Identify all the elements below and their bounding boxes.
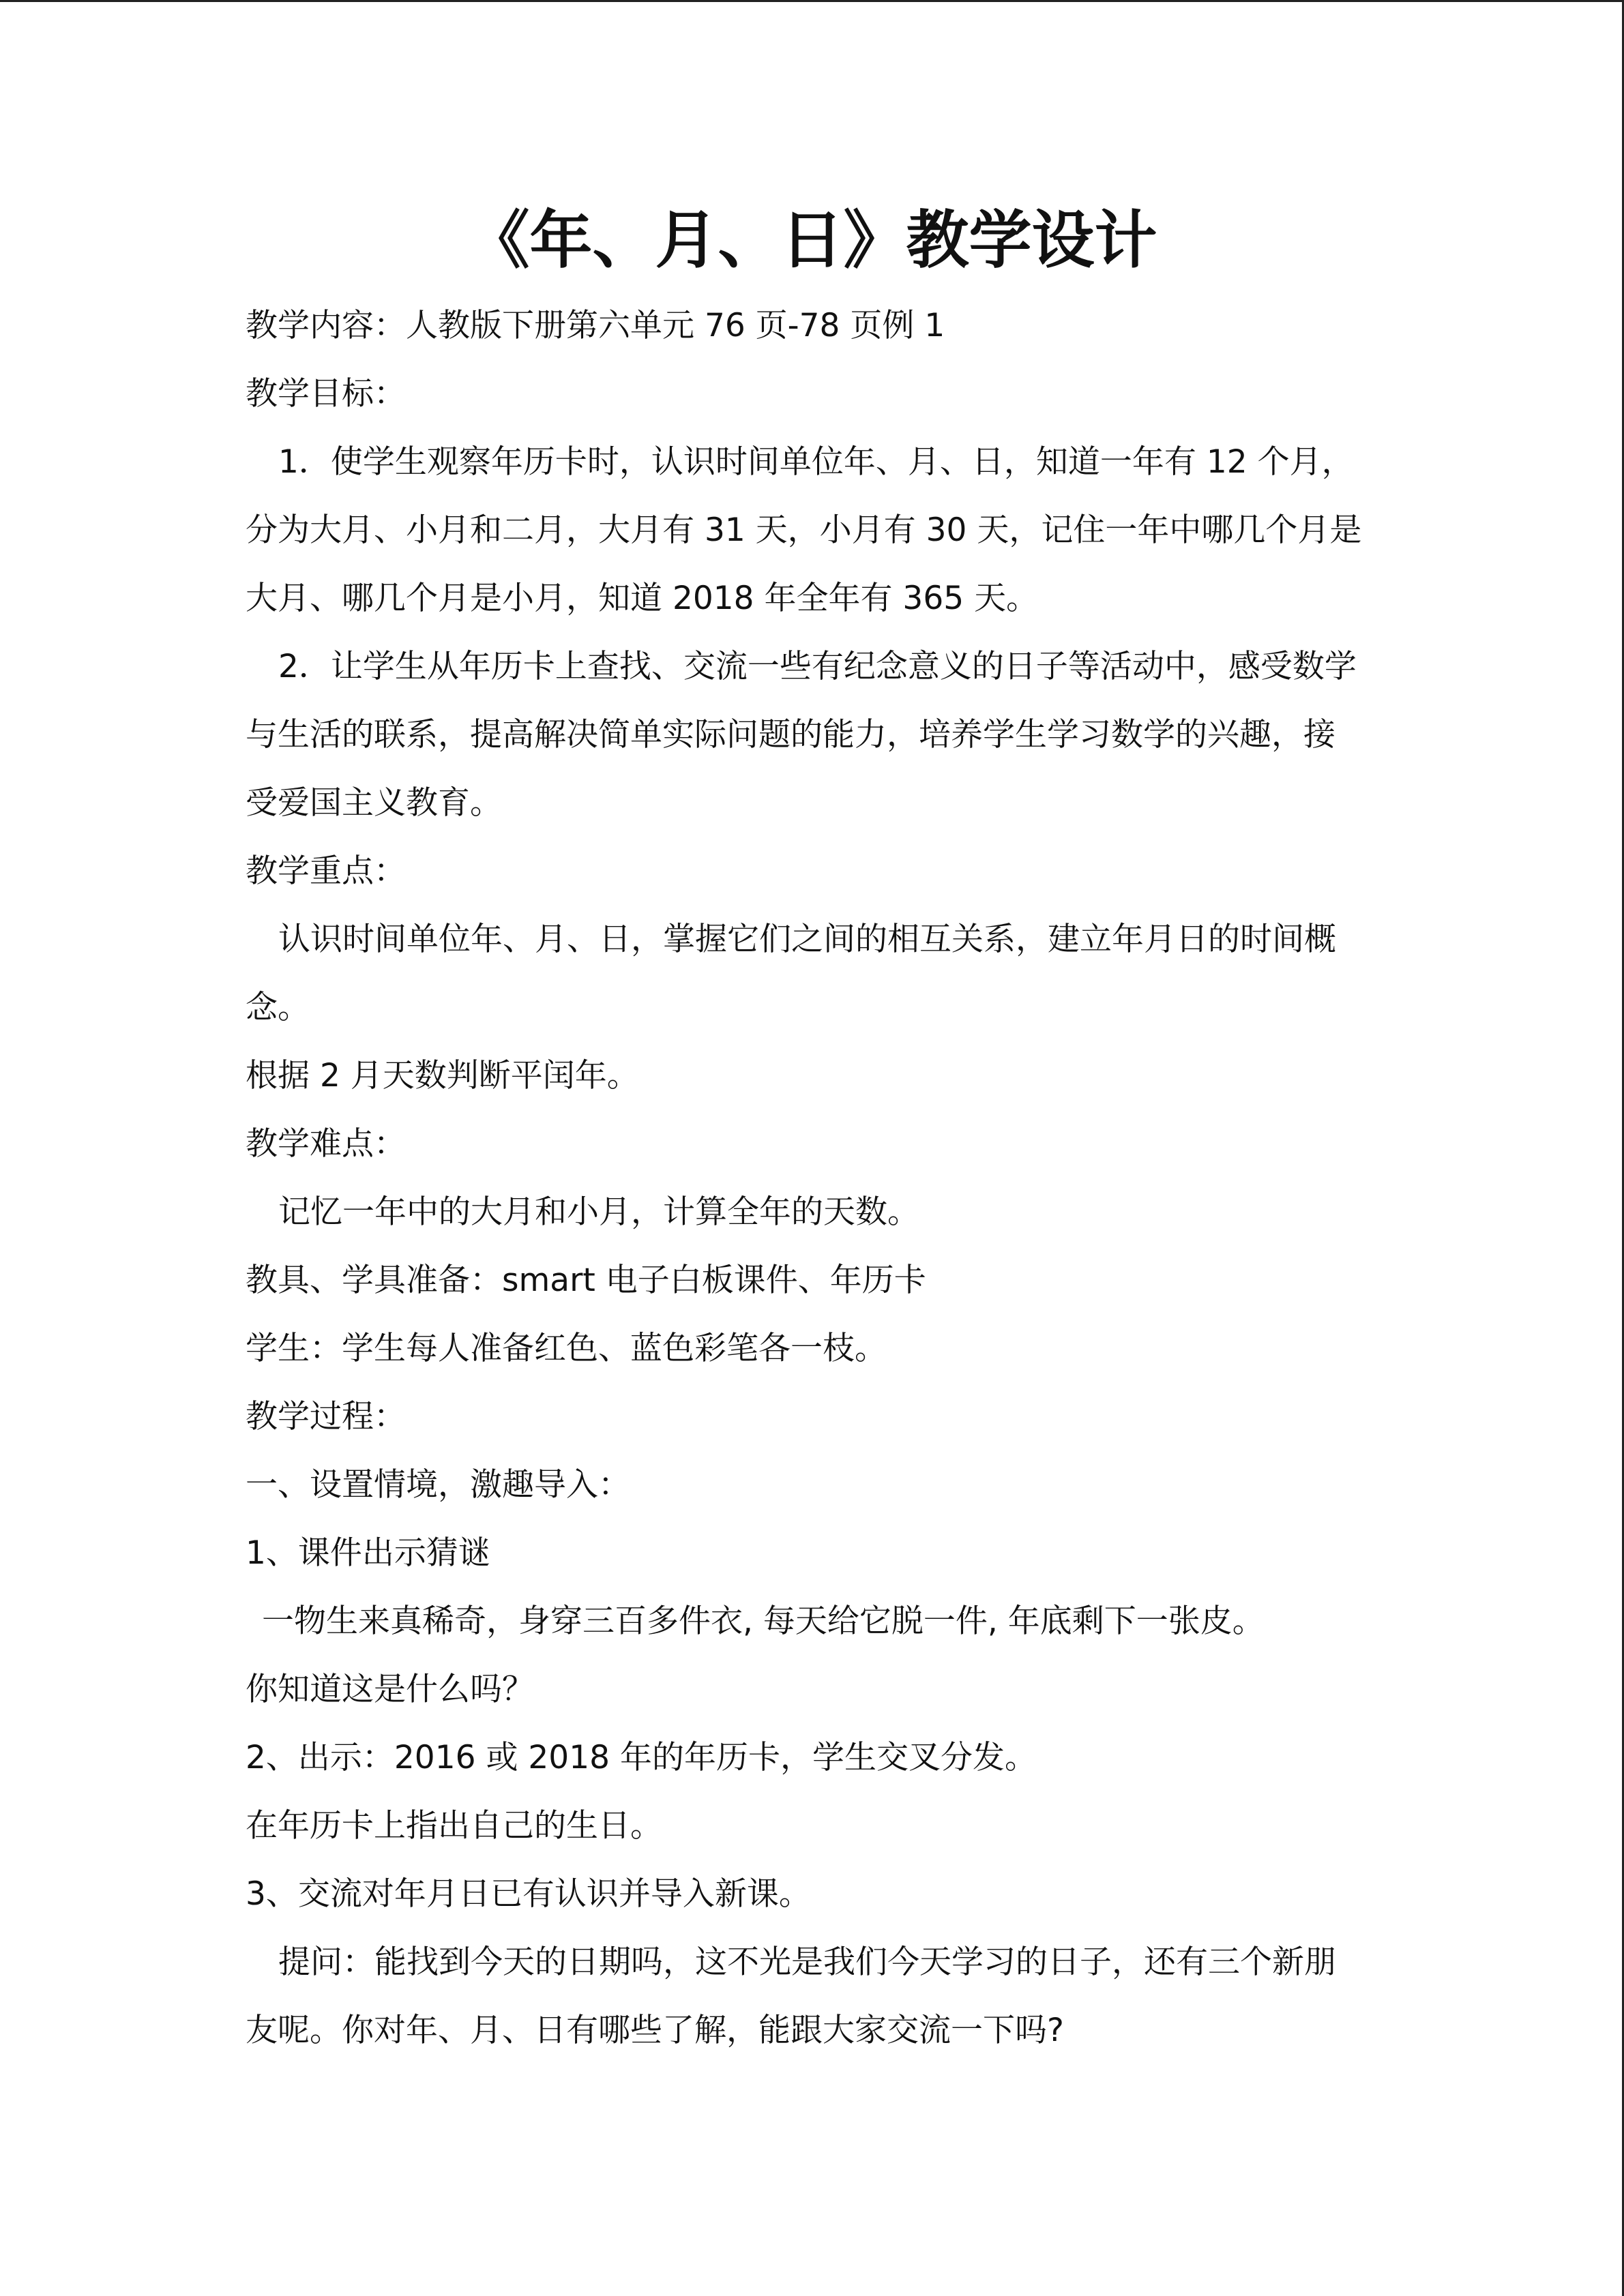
text-line: 提问：能找到今天的日期吗，这不光是我们今天学习的日子，还有三个新朋	[278, 1943, 1336, 1981]
text-line: 念。	[246, 989, 310, 1026]
text-line: 受爱国主义教育。	[246, 784, 502, 822]
text-line: 教具、学具准备：smart 电子白板课件、年历卡	[246, 1262, 926, 1299]
text-line: 教学目标：	[246, 375, 406, 413]
text-line: 教学过程：	[246, 1398, 406, 1435]
text-line: 分为大月、小月和二月，大月有 31 天，小月有 30 天，记住一年中哪几个月是	[246, 511, 1362, 549]
text-line: 友呢。你对年、月、日有哪些了解，能跟大家交流一下吗?	[246, 2012, 1064, 2049]
text-line: 3、交流对年月日已有认识并导入新课。	[246, 1875, 811, 1913]
document-body	[246, 292, 1391, 2065]
text-line: 教学重点：	[246, 852, 406, 890]
text-line: 一、设置情境，激趣导入：	[246, 1466, 630, 1504]
text-line: 记忆一年中的大月和小月，计算全年的天数。	[278, 1193, 919, 1231]
text-line: 教学内容：人教版下册第六单元 76 页-78 页例 1	[246, 307, 945, 344]
text-line: 学生：学生每人准备红色、蓝色彩笔各一枝。	[246, 1330, 887, 1367]
document-title: 《年、月、日》教学设计	[467, 204, 1157, 277]
text-line: 1、课件出示猜谜	[246, 1534, 490, 1572]
text-line: 与生活的联系，提高解决简单实际问题的能力，培养学生学习数学的兴趣，接	[246, 716, 1335, 754]
text-line: 根据 2 月天数判断平闰年。	[246, 1057, 639, 1094]
text-line: 大月、哪几个月是小月，知道 2018 年全年有 365 天。	[246, 580, 1039, 617]
text-line: 1．使学生观察年历卡时，认识时间单位年、月、日，知道一年有 12 个月，	[278, 443, 1354, 481]
text-line: 2、出示：2016 或 2018 年的年历卡，学生交叉分发。	[246, 1739, 1037, 1776]
text-line: 一物生来真稀奇，身穿三百多件衣, 每天给它脱一件, 年底剩下一张皮。	[262, 1602, 1265, 1640]
text-line: 2．让学生从年历卡上查找、交流一些有纪念意义的日子等活动中，感受数学	[278, 648, 1357, 685]
text-line: 认识时间单位年、月、日，掌握它们之间的相互关系，建立年月日的时间概	[278, 921, 1336, 958]
text-line: 教学难点：	[246, 1125, 406, 1163]
text-line: 在年历卡上指出自己的生日。	[246, 1807, 662, 1845]
text-line: 你知道这是什么吗？	[246, 1671, 534, 1708]
